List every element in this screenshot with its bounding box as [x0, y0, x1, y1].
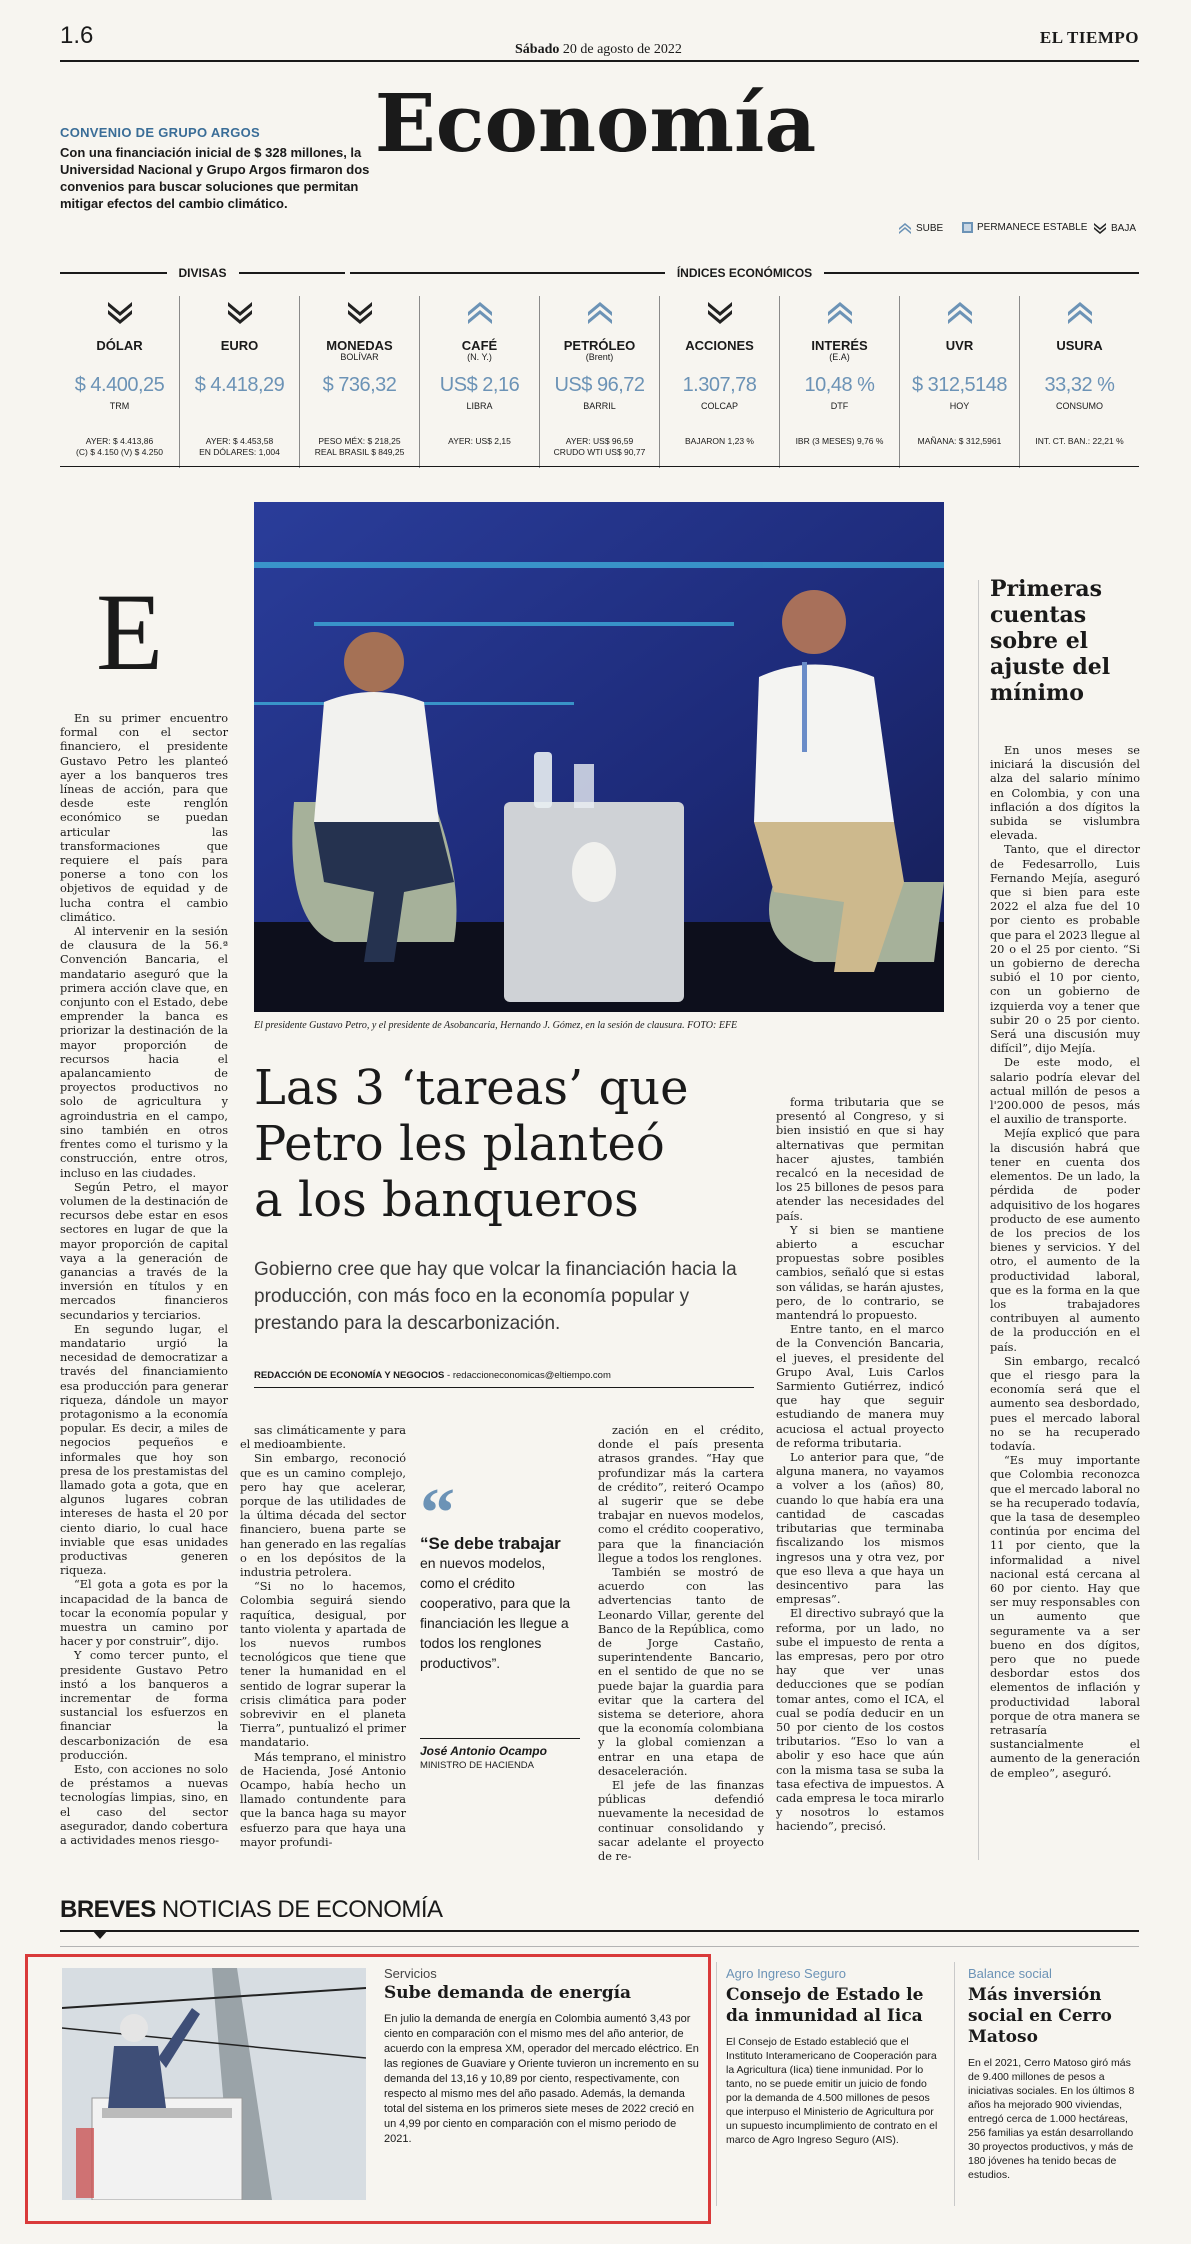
trend-up-icon	[466, 300, 494, 326]
sidebar-rule	[978, 580, 979, 1860]
breve-3-kicker: Balance social	[968, 1966, 1052, 1981]
paragraph: sas climáticamente y para el medioambiente.	[240, 1424, 406, 1452]
indices-text: ÍNDICES ECONÓMICOS	[676, 266, 813, 280]
article-column-2	[240, 1424, 406, 1850]
legend-up-label: SUBE	[916, 222, 944, 234]
indicator-foot-line: (C) $ 4.150 (V) $ 4.250	[76, 447, 163, 457]
indicator-foot	[666, 436, 773, 447]
indicator-sub: (Brent)	[585, 352, 614, 362]
indicator-sub	[660, 352, 779, 364]
indicator-foot-line: AYER: $ 4.413,86	[85, 436, 154, 446]
breve-1	[384, 1966, 700, 2147]
indicator-value: US$ 2,16	[439, 374, 520, 396]
paragraph: En su primer encuentro formal con el sector financiero, el presidente Gustavo Petro les planteó ayer a los banqueros tres líneas de acción, para que desde este renglón económico se puedan articular las transformaciones que requiere el país para ponerse a tono con los objetivos de equidad y de lucha contra el cambio climático.	[60, 712, 228, 924]
indicator-unit: CONSUMO	[1056, 401, 1103, 411]
breve-2-kicker: Agro Ingreso Seguro	[726, 1966, 846, 1981]
indicator-value: US$ 96,72	[554, 374, 645, 396]
indicator-sub	[1020, 352, 1139, 364]
trend-down-icon	[106, 300, 134, 326]
masthead: EL TIEMPO	[1039, 28, 1139, 47]
issue-date	[515, 42, 682, 58]
indicator-unit: COLCAP	[700, 401, 738, 411]
trend-down-icon	[1093, 222, 1107, 234]
paragraph: Y como tercer punto, el presidente Gustavo Petro instó a los banqueros a incrementar de forma sustancial los esfuerzos en financiar la descarbonización de esa producción.	[60, 1649, 228, 1762]
article-deck: Gobierno cree que hay que volcar la financiación hacia la producción, con más foco en la economía popular y prestando para la descarbonización.	[254, 1259, 737, 1334]
pull-quote-name: José Antonio Ocampo	[420, 1744, 547, 1758]
paragraph: Más temprano, el ministro de Hacienda, José Antonio Ocampo, había hecho un llamado contundente para que la banca haga su mayor esfuerzo para que haya una mayor profundi-	[240, 1750, 406, 1849]
date-rest: 20 de agosto de 2022	[559, 42, 682, 57]
convenio-text: Con una financiación inicial de $ 328 millones, la Universidad Nacional y Grupo Argos firmaron dos convenios para buscar soluciones que permitan mitigar efectos del cambio climático.	[60, 145, 370, 211]
breve-3-text: En el 2021, Cerro Matoso giró más de 9.400 millones de pesos a iniciativas sociales. En los últimos 8 años ha mejorado 900 viviendas, entregó cerca de 1.000 hectáreas, 256 familias ya están desarrollando 30 proyectos productivos, y más de 180 jóvenes ha tenido becas de estudios.	[968, 2057, 1135, 2181]
indicator-foot	[66, 436, 173, 458]
breve-photo	[62, 1968, 366, 2200]
indicator-0	[60, 296, 179, 468]
main-photo-illustration	[254, 502, 944, 1012]
sidebar-title: Primeras cuentas sobre el ajuste del mínimo	[990, 576, 1111, 706]
indicator-value: 10,48 %	[804, 374, 875, 396]
indicator-sub	[60, 352, 179, 364]
breves-rule-secondary	[60, 1946, 1139, 1947]
indicator-value: $ 4.400,25	[74, 374, 165, 396]
indicator-foot-line: CRUDO WTI US$ 90,77	[553, 447, 646, 457]
indicator-foot-line: AYER: US$ 96,59	[565, 436, 634, 446]
paragraph: Según Petro, el mayor volumen de la destinación de recursos debe estar en esos sectores en lugar de que la mayor proporción de capital vaya a la generación de ganancias a través de la inversión en títulos y en mercados financieros secundarios y terciarios.	[60, 1180, 228, 1322]
breve-divider-1	[716, 1962, 717, 2206]
indicator-foot-line: BAJARON 1,23 %	[685, 436, 754, 446]
indicator-foot	[306, 436, 413, 458]
trend-stable-icon	[962, 222, 973, 233]
indicator-name: CAFÉ	[461, 338, 498, 353]
pull-quote	[420, 1534, 580, 1673]
breve-2-text: El Consejo de Estado estableció que el Instituto Interamericano de Cooperación para la Agricultura (Iica) tiene inmunidad. Por lo tanto, no se puede emitir un juicio de fondo por la demanda de 4.500 millones de pesos que interpuso el Ministerio de Agricultura por un supuesto incumplimiento de contrato en el marco de Agro Ingreso Seguro (AIS).	[726, 2036, 938, 2146]
pull-quote-role: MINISTRO DE HACIENDA	[420, 1760, 535, 1771]
breves-label-rest: NOTICIAS DE ECONOMÍA	[155, 1896, 443, 1923]
indicator-foot-line: EN DÓLARES: 1,004	[199, 447, 280, 457]
breve-3-title: Más inversión social en Cerro Matoso	[968, 1985, 1112, 2047]
breve-divider-2	[954, 1962, 955, 2206]
legend-down-label: BAJA	[1111, 222, 1137, 234]
paragraph: zación en el crédito, donde el país presenta atrasos grandes. “Hay que profundizar más la cartera de crédito”, reiteró Ocampo al sugerir que se debe trabajar en nuevos modelos, como el crédito cooperativo, para que la financiación llegue a todos los renglones.	[598, 1424, 764, 1565]
indicators-rule	[60, 466, 1139, 467]
paragraph: Sin embargo, reconoció que es un camino complejo, pero hay que acelerar, porque de las utilidades de la última década del sector financiero, buena parte se han generado en las regalías o en los depósitos de la industria petrolera.	[240, 1452, 406, 1580]
divisas-label	[60, 266, 345, 280]
trend-up-icon	[586, 300, 614, 326]
paragraph: El directivo subrayó que la reforma, por un lado, no sube el impuesto de renta a las empresas, pero por otro hay que ver unas deducciones que se podían tomar antes, como el ICA, el cual se podía deducir en un 50 por ciento de los costos tributarios. “Eso lo van a abolir y eso hace que aún con la misma tasa se suba la tasa efectiva de impuestos. A cada empresa le toca mirarlo y nosotros lo estamos haciendo”, precisó.	[776, 1607, 944, 1834]
page-number: 1.6	[60, 22, 94, 49]
header-rule	[60, 60, 1139, 62]
article-column-3	[598, 1424, 764, 1864]
pull-quote-rule	[420, 1738, 580, 1739]
indicator-name: PETRÓLEO	[563, 338, 636, 353]
pull-quote-lead: “Se debe trabajar	[420, 1534, 561, 1553]
main-photo	[254, 502, 944, 1012]
indicator-foot-line: IBR (3 MESES) 9,76 %	[795, 436, 884, 446]
breve-2-title: Consejo de Estado le da inmunidad al Iica	[726, 1985, 924, 2026]
indicator-2	[299, 296, 419, 468]
pull-quote-body: en nuevos modelos, como el crédito cooperativo, para que la financiación les llegue a todos los renglones productivos”.	[420, 1555, 571, 1671]
indicator-foot	[786, 436, 893, 447]
indicator-name: ACCIONES	[685, 338, 754, 353]
lineman-illustration	[62, 1968, 366, 2200]
paragraph: El jefe de las finanzas públicas defendió nuevamente la necesidad de continuar consolidando y sacar adelante el proyecto de re-	[598, 1779, 764, 1864]
breve-1-text: En julio la demanda de energía en Colombia aumentó 3,43 por ciento en comparación con el mismo mes del año anterior, de acuerdo con la empresa XM, operador del mercado eléctrico. En las regiones de Guaviare y Oriente tuvieron un incremento en su demanda del 13,16 y 10,89 por ciento, respectivamente, con respecto al mismo mes del año pasado. Además, la demanda total del sistema en los primeros siete meses de 2022 creció en un 4,99 por ciento en comparación con el mismo periodo de 2021.	[384, 2013, 699, 2145]
paragraph: “Si no lo hacemos, Colombia seguirá siendo raquítica, desigual, por tanto violenta y apartada de los nuevos rumbos tecnológicos que tiene que tener la humanidad en el sentido de lograr superar la crisis climática para poder sobrevivir en el planeta Tierra”, puntualizó el primer mandatario.	[240, 1580, 406, 1750]
indicator-foot-line: PESO MÉX: $ 218,25	[318, 436, 401, 446]
indicator-1	[179, 296, 299, 468]
paragraph: “Es muy importante que Colombia reconozca que el mercado laboral no se ha recuperado todavía, que la tasa de desempleo continúa por encima del 11 por ciento, que la informalidad a nivel nacional está cercana al 60 por ciento. Hay que ser muy responsables con un aumento que seguramente va a ser bueno en dos dígitos, pero que no puede desbordar estos dos elementos de inflación y productividad laboral porque de otra manera se retrasaría sustancialmente el aumento de la generación de empleo”, aseguró.	[990, 1454, 1140, 1780]
indicator-8	[1019, 296, 1139, 468]
paragraph: También se mostró de acuerdo con las advertencias tanto de Leonardo Villar, gerente del Banco de la República, como de Jorge Castaño, superintendente Bancario, en el sentido de que no se puede bajar la guardia para evitar que la cartera del sistema se deteriore, ahora que la economía colombiana y la global comienzan a entrar en una etapa de desaceleración.	[598, 1566, 764, 1778]
indicator-sub: (E.A)	[829, 352, 850, 362]
paragraph: Y si bien se mantiene abierto a escuchar propuestas sobre posibles cambios, señaló que si estas son válidas, se harán ajustes, pero, de lo contrario, se mantendrá lo propuesto.	[776, 1223, 944, 1323]
indicator-foot	[186, 436, 293, 458]
paragraph: “El gota a gota es por la incapacidad de la banca de tocar la economía popular y muestra un camino por hacer y por construir”, dijo.	[60, 1578, 228, 1649]
article-byline	[254, 1370, 754, 1388]
indicator-value: 1.307,78	[682, 374, 757, 396]
indicator-foot	[906, 436, 1013, 447]
legend-up	[898, 222, 943, 234]
indicator-value: $ 4.418,29	[194, 374, 285, 396]
legend-stable-label: PERMANECE ESTABLE	[977, 222, 1088, 233]
legend-stable	[962, 222, 1087, 233]
trend-down-icon	[346, 300, 374, 326]
indicator-unit: TRM	[109, 401, 130, 411]
paragraph: Al intervenir en la sesión de clausura de la 56.ª Convención Bancaria, el mandatario aseguró que la primera acción clave que, en conjunto con el Estado, debe emprender la banca es priorizar la destinación de la mayor proporción de recursos hacia el apalancamiento de proyectos productivos no solo de agricultura y agroindustria en el campo, sino también en otros frentes como el turismo y la construcción, entre otros, incluso en las ciudades.	[60, 925, 228, 1180]
trend-down-icon	[226, 300, 254, 326]
article-column-4	[776, 1096, 944, 1835]
paragraph: De este modo, el salario podría elevar del actual millón de pesos a l'200.000 de pesos, más el auxilio de transporte.	[990, 1056, 1140, 1127]
indicator-foot-line: AYER: $ 4.453,58	[205, 436, 274, 446]
indicator-3	[419, 296, 539, 468]
indicator-foot	[546, 436, 653, 458]
breves-rule	[60, 1930, 1139, 1932]
indicator-foot-line: INT. CT. BAN.: 22,21 %	[1035, 436, 1124, 446]
paragraph: forma tributaria que se presentó al Congreso, y si bien insistió en que si hay alternativas que permitan hacer ajustes, también recalcó en la necesidad de los 25 billones de pesos para atender las necesidades del país.	[776, 1096, 944, 1223]
quote-mark-icon: “	[420, 1475, 455, 1552]
indicator-name: EURO	[220, 338, 259, 353]
drop-cap: E	[96, 571, 164, 693]
breve-2	[726, 1966, 938, 2147]
indicator-unit: DTF	[830, 401, 849, 411]
legend-down	[1093, 222, 1136, 234]
photo-caption: El presidente Gustavo Petro, y el presidente de Asobancaria, Hernando J. Gómez, en la sesión de clausura. FOTO: EFE	[254, 1020, 738, 1031]
trend-up-icon	[946, 300, 974, 326]
indices-label	[350, 266, 1139, 280]
paragraph: Sin embargo, recalcó que el riesgo para la economía será que el aumento sea desbordado, pues el mercado laboral no se ha recuperado todavía.	[990, 1354, 1140, 1453]
breve-1-kicker: Servicios	[384, 1966, 437, 1981]
byline-email: - redaccioneconomicas@eltiempo.com	[444, 1370, 611, 1381]
trend-down-icon	[706, 300, 734, 326]
indicator-foot	[426, 436, 533, 447]
paragraph: En segundo lugar, el mandatario urgió la necesidad de democratizar a través del financiamiento esa producción para generar riqueza, dándole un mayor protagonismo a la economía popular. Es decir, a miles de negocios pequeños e informales que hoy son presa de los prestamistas del llamado gota a gota, que en algunos lugares cobran intereses de hasta el 20 por ciento diario, lo cual hace inviable que esas unidades productivas generen riqueza.	[60, 1322, 228, 1578]
trend-up-icon	[826, 300, 854, 326]
paragraph: Tanto, que el director de Fedesarrollo, Luis Fernando Mejía, aseguró que si bien para este 2022 el alza fue del 10 por ciento es probable que para el 2023 llegue al 20 o el 25 por ciento. “Si un gobierno de derecha subió el 10 por ciento, con un gobierno de izquierda voy a tener que subir 20 o 25 por ciento. Será una discusión muy difícil”, dijo Mejía.	[990, 843, 1140, 1056]
indicator-foot	[1026, 436, 1133, 447]
convenio-kicker: CONVENIO DE GRUPO ARGOS	[60, 125, 260, 140]
indicator-foot-line: MAÑANA: $ 312,5961	[917, 436, 1002, 446]
indicator-unit: BARRIL	[583, 401, 616, 411]
paragraph: Mejía explicó que para la discusión habrá que tener en cuenta dos elementos. De un lado, la pérdida de poder adquisitivo de los hogares producto de ese aumento de los precios de los bienes y servicios. Y del otro, el aumento de la productividad laboral, que es la forma en la que los trabajadores contribuyen al aumento de la producción en el país.	[990, 1127, 1140, 1354]
byline-authors: REDACCIÓN DE ECONOMÍA Y NEGOCIOS	[254, 1370, 445, 1381]
sidebar-body	[990, 744, 1140, 1781]
indicator-value: $ 312,5148	[911, 374, 1008, 396]
paragraph: Esto, con acciones no solo de préstamos a nuevas tecnologías limpias, sino, en el caso del sector asegurador, dando cobertura a actividades menos riesgo-	[60, 1763, 228, 1848]
indicator-name: UVR	[945, 338, 974, 353]
breves-pointer-icon	[92, 1930, 108, 1940]
date-day: Sábado	[515, 42, 560, 57]
article-headline: Las 3 ‘tareas’ que Petro les planteó a los banqueros	[254, 1060, 689, 1228]
indicator-foot-line: REAL BRASIL $ 849,25	[314, 447, 405, 457]
indicator-name: INTERÉS	[811, 338, 868, 353]
section-title: Economía	[374, 76, 817, 170]
indicator-sub	[180, 352, 299, 364]
indicator-sub: (N. Y.)	[467, 352, 492, 362]
article-column-1	[60, 712, 228, 1848]
breve-3	[968, 1966, 1140, 2182]
indicator-value: $ 736,32	[322, 374, 397, 396]
indicator-unit: HOY	[949, 401, 970, 411]
paragraph: En unos meses se iniciará la discusión del alza del salario mínimo en Colombia, y con una inflación a dos dígitos la subida se vislumbra elevada.	[990, 744, 1140, 843]
indicator-6	[779, 296, 899, 468]
trend-up-icon	[898, 222, 912, 234]
indicator-sub	[900, 352, 1019, 364]
breves-label-bold: BREVES	[60, 1896, 156, 1923]
breve-1-title: Sube demanda de energía	[384, 1983, 632, 2003]
indicator-foot-line: AYER: US$ 2,15	[448, 436, 511, 446]
paragraph: Entre tanto, en el marco de la Convención Bancaria, el jueves, el presidente del Grupo Aval, Luis Carlos Sarmiento Gutiérrez, indicó que hay que seguir estudiando de manera muy acuciosa el actual proyecto de reforma tributaria.	[776, 1323, 944, 1450]
indicator-sub: BOLÍVAR	[340, 352, 379, 362]
indicator-name: DÓLAR	[96, 338, 143, 353]
trend-up-icon	[1066, 300, 1094, 326]
indicator-unit: LIBRA	[466, 401, 493, 411]
indicator-name: MONEDAS	[326, 338, 393, 353]
indicator-7	[899, 296, 1019, 468]
indicator-value: 33,32 %	[1044, 374, 1115, 396]
divisas-text: DIVISAS	[178, 266, 227, 280]
indicator-5	[659, 296, 779, 468]
paragraph: Lo anterior para que, “de alguna manera, no vayamos a volver a los (años) 80, cuando lo que había era una cantidad de cascadas tributarias que terminaba fiscalizando los mismos ingresos una y otra vez, por que eso lleva a que haya un desincentivo para las empresas”.	[776, 1451, 944, 1607]
indicator-name: USURA	[1056, 338, 1103, 353]
breves-header	[60, 1896, 443, 1924]
indicator-4	[539, 296, 659, 468]
indicators-row	[60, 296, 1139, 468]
